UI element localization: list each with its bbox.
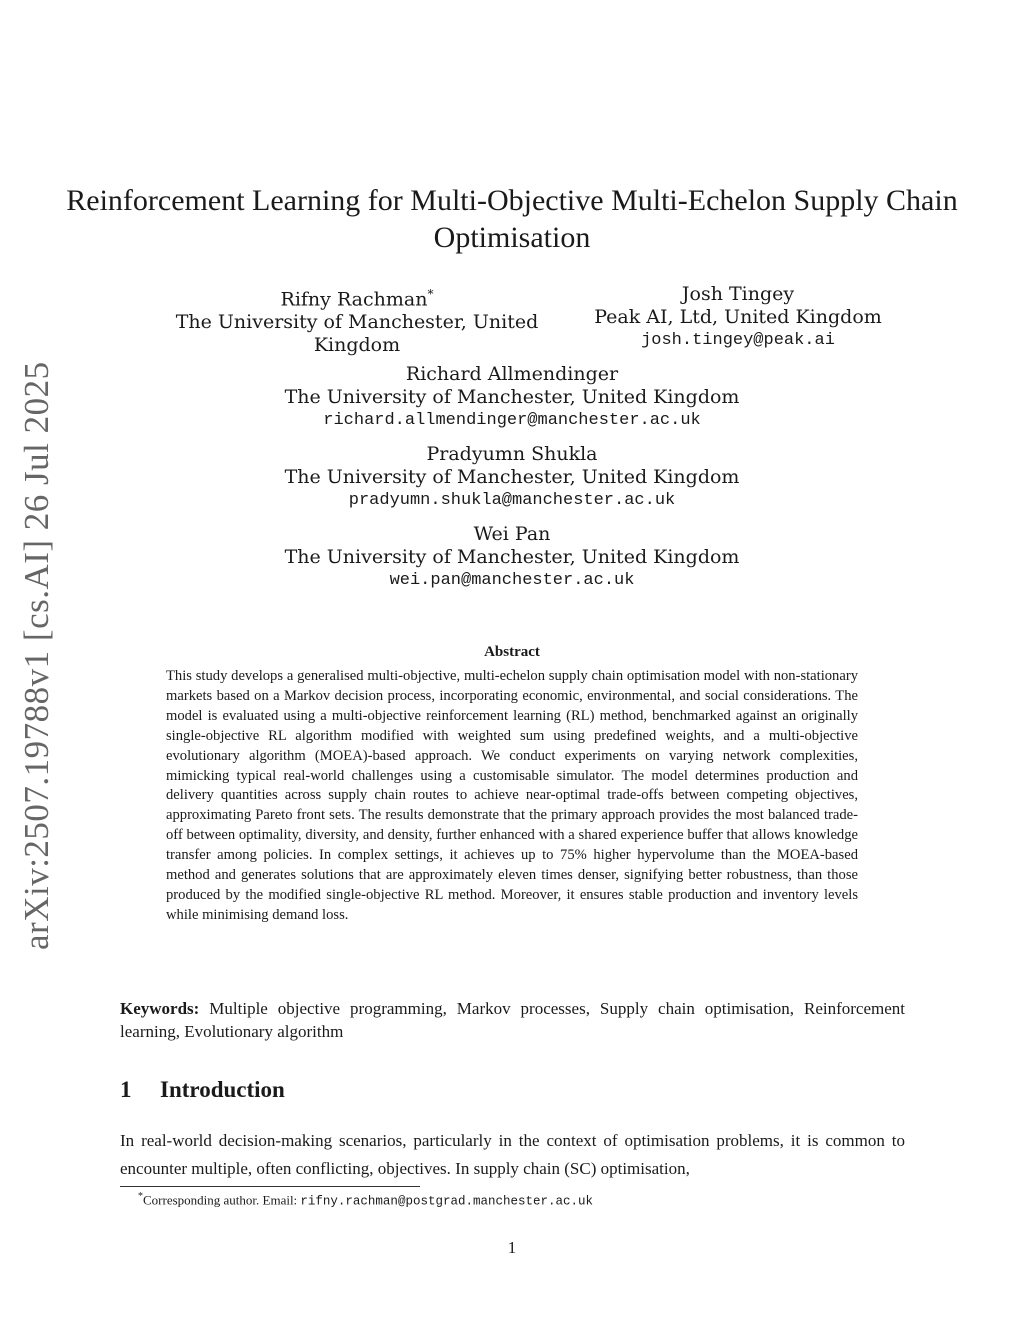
author-email[interactable]: wei.pan@manchester.ac.uk bbox=[389, 571, 635, 590]
footnote bbox=[138, 1191, 593, 1208]
author-block bbox=[262, 523, 762, 592]
author-block bbox=[262, 443, 762, 512]
author-name: Richard Allmendinger bbox=[405, 363, 619, 385]
author-affiliation: Peak AI, Ltd, United Kingdom bbox=[594, 306, 882, 328]
author-block bbox=[588, 283, 888, 352]
author-affiliation: The University of Manchester, United Kingdom bbox=[175, 311, 539, 357]
intro-paragraph: In real-world decision-making scenarios, particularly in the context of optimisation problems, it is common to encounter multiple, often conflicting, objectives. In supply chain (SC) optimisation, bbox=[120, 1131, 905, 1178]
author-name: Wei Pan bbox=[473, 523, 551, 545]
keywords-label: Keywords: bbox=[120, 999, 200, 1018]
abstract-body: This study develops a generalised multi-objective, multi-echelon supply chain optimisation model with non-stationary markets based on a Markov decision process, incorporating economic, environmental, and social considerations. The model is evaluated using a multi-objective reinforcement learning (RL) method, benchmarked against an originally single-objective RL algorithm modified with weighted sum using predefined weights, and a multi-objective evolutionary algorithm (MOEA)-based approach. We conduct experiments on varying network complexities, mimicking typical real-world challenges using a customisable simulator. The model determines production and delivery quantities across supply chain routes to achieve near-optimal trade-offs between competing objectives, approximating Pareto front sets. The results demonstrate that the primary approach provides the most balanced trade-off between optimality, diversity, and density, further enhanced with a shared experience buffer that allows knowledge transfer among policies. In complex settings, it achieves up to 75% higher hypervolume than the MOEA-based method and generates solutions that are approximately eleven times denser, signifying better robustness, than those produced by the modified single-objective RL method. Moreover, it ensures stable production and inventory levels while minimising demand loss. bbox=[166, 668, 858, 923]
author-block bbox=[142, 283, 572, 357]
author-affiliation: The University of Manchester, United Kingdom bbox=[284, 466, 740, 488]
section-title: Introduction bbox=[160, 1077, 285, 1102]
author-email[interactable]: richard.allmendinger@manchester.ac.uk bbox=[323, 411, 701, 430]
author-email[interactable]: josh.tingey@peak.ai bbox=[641, 331, 835, 350]
footnote-text: Corresponding author. Email: bbox=[143, 1192, 301, 1208]
paper-title: Reinforcement Learning for Multi-Objective Multi-Echelon Supply Chain Optimisation bbox=[66, 184, 958, 254]
author-name: Rifny Rachman* bbox=[280, 287, 434, 311]
author-name: Josh Tingey bbox=[681, 283, 795, 305]
author-affiliation: The University of Manchester, United Kingdom bbox=[284, 386, 740, 408]
section-heading bbox=[120, 1077, 285, 1103]
arxiv-stamp: arXiv:2507.19788v1 [cs.AI] 26 Jul 2025 bbox=[17, 361, 56, 950]
keywords bbox=[120, 997, 905, 1043]
section-number: 1 bbox=[120, 1077, 132, 1102]
author-name: Pradyumn Shukla bbox=[426, 443, 598, 465]
footnote-rule bbox=[120, 1186, 420, 1187]
footnote-marker: * bbox=[138, 1191, 143, 1202]
author-email[interactable]: pradyumn.shukla@manchester.ac.uk bbox=[348, 491, 676, 510]
author-block bbox=[262, 363, 762, 432]
footnote-email[interactable]: rifny.rachman@postgrad.manchester.ac.uk bbox=[300, 1194, 593, 1209]
author-affiliation: The University of Manchester, United Kingdom bbox=[284, 546, 740, 568]
keywords-text: Multiple objective programming, Markov processes, Supply chain optimisation, Reinforcement learning, Evolutionary algorithm bbox=[120, 999, 905, 1041]
page-number: 1 bbox=[507, 1238, 517, 1257]
abstract-heading: Abstract bbox=[484, 644, 540, 660]
